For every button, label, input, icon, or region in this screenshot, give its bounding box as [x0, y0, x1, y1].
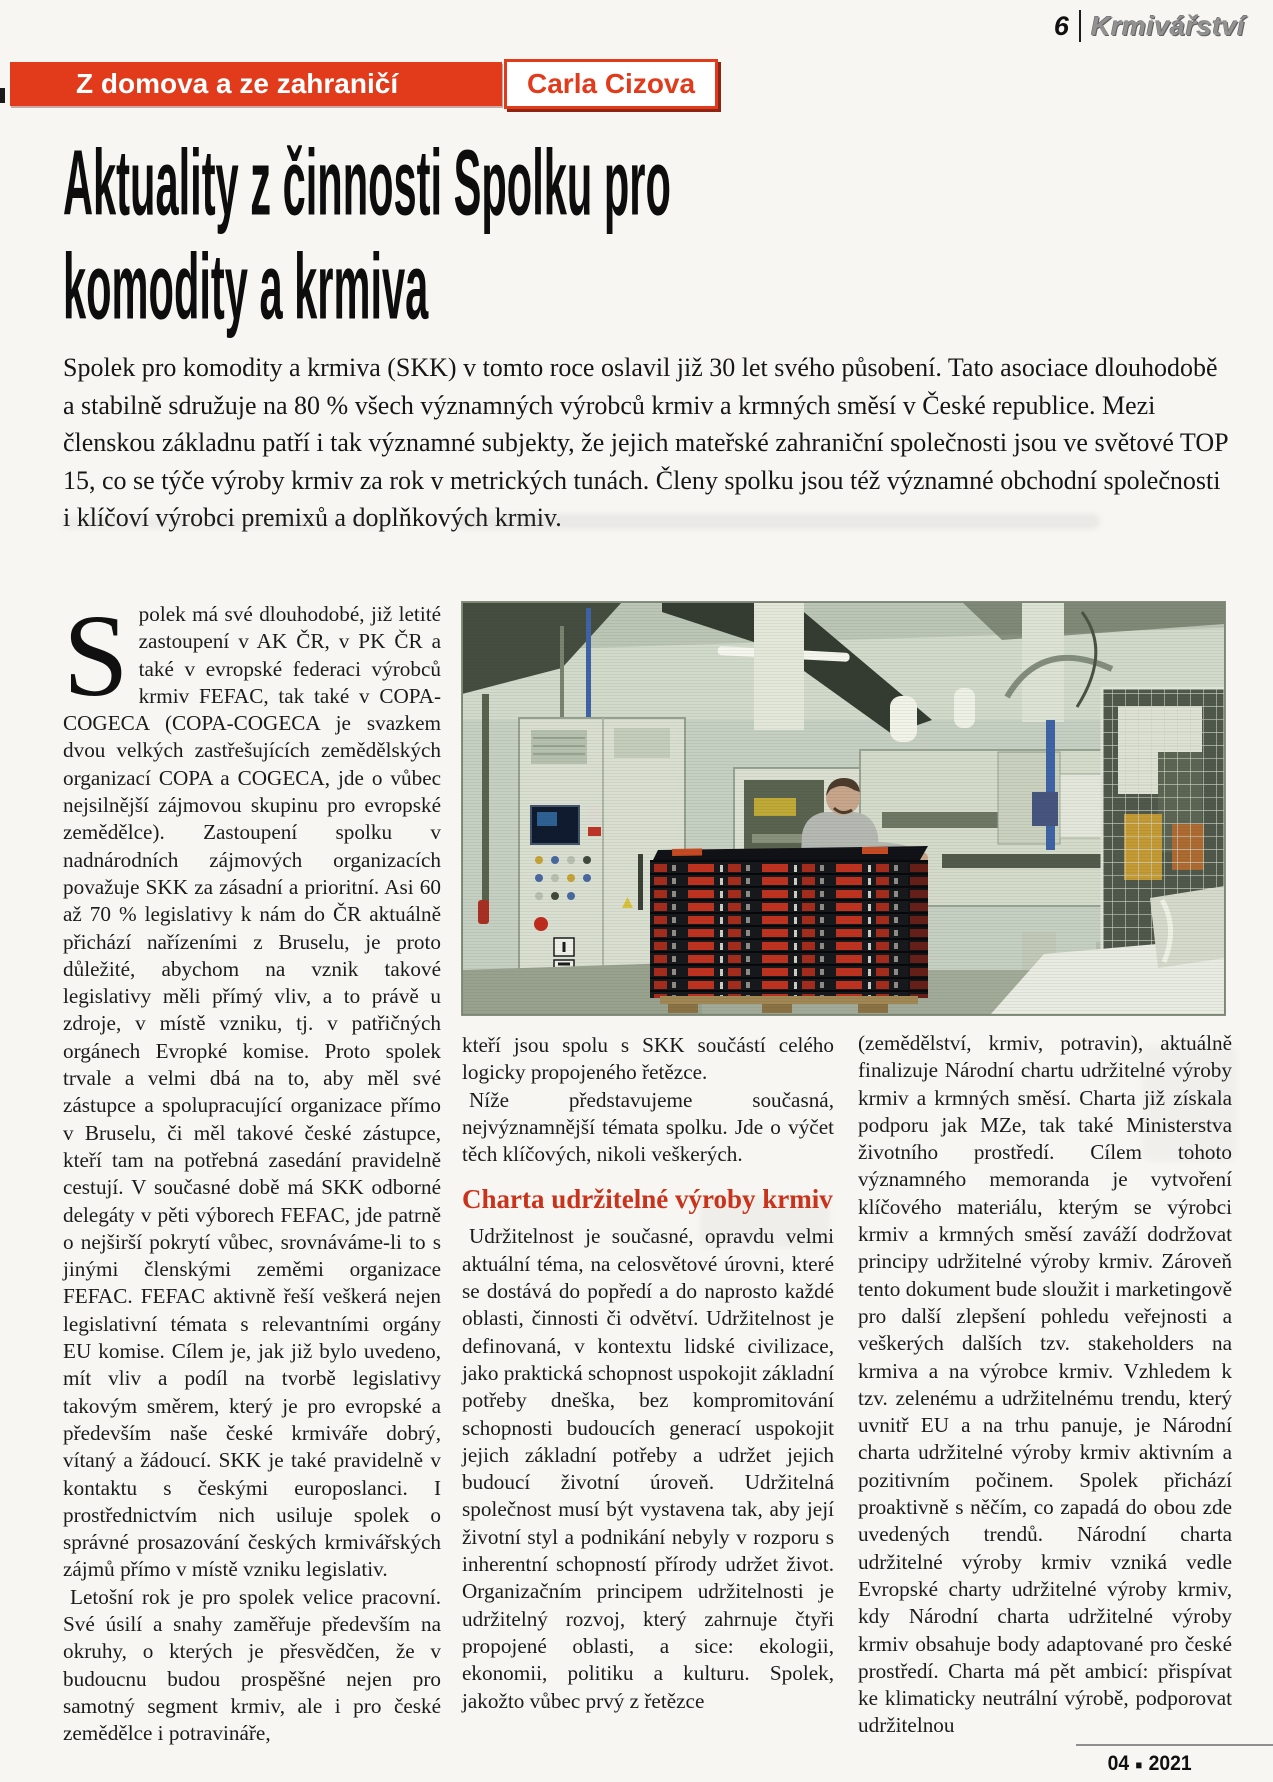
- issue-year: 2021: [1148, 1752, 1192, 1775]
- page-number: 6: [1053, 10, 1069, 41]
- section-heading: Charta udržitelné výroby krmiv: [462, 1184, 833, 1215]
- print-smudge: [62, 517, 392, 529]
- square-separator-icon: ■: [1135, 1758, 1143, 1772]
- body-column-1: [63, 590, 441, 1747]
- magazine-title: Krmivářství: [1090, 10, 1245, 41]
- article-photo-frame: [462, 602, 1225, 1015]
- lead-paragraph: Spolek pro komodity a krmiva (SKK) v tomto roce oslavil již 30 let svého působení. Tato asociace dlouhodobě a stabilně sdružuje na 80 % všech významných výrobců krmiv a krmných směsí v České republice. Mezi členskou základnu patří i tak významné subjekty, že jejich mateřské zahraniční společnosti jsou ve světové TOP 15, co se týče výroby krmiv za rok v metrických tunách. Členy spolku jsou též významné obchodní společnosti i klíčoví výrobci premixů a doplňkových krmiv.: [63, 353, 1228, 532]
- body-paragraph: Níže představujeme současná, nejvýznamnější témata spolku. Jde o výčet těch klíčových, nikoli veškerých.: [462, 1087, 834, 1167]
- article-title-line-1: Aktuality z činnosti Spolku pro: [63, 132, 671, 236]
- header-divider: [1079, 10, 1081, 42]
- body-paragraph: kteří jsou spolu s SKK součástí celého logicky propojeného řetězce.: [462, 1033, 834, 1085]
- page-header: [1054, 10, 1245, 42]
- footer-rule: [1076, 1744, 1273, 1746]
- article-title-line-2: komodity a krmiva: [63, 236, 429, 340]
- print-registration-mark: [0, 88, 5, 103]
- print-smudge: [455, 514, 1100, 529]
- author-byline: Carla Cizova: [504, 59, 718, 109]
- drop-cap: S: [63, 590, 129, 721]
- issue-number: 04: [1107, 1752, 1130, 1775]
- factory-photo: [462, 602, 1225, 1015]
- body-text: polek má své dlouhodobé, již letité zastoupení v AK ČR, v PK ČR a také v evropské federaci výrobců krmiv FEFAC, tak také v COPA-COGECA (COPA-COGECA je svazkem dvou velkých zastřešujících zemědělských organizací COPA a COGECA, jde o vůbec nejsilnější zájmovou skupinu pro evropské zemědělce). Zastoupení spolku v nadnárodních zájmových organizacích považuje SKK za zásadní a prioritní. Asi 60 až 70 % legislativy k nám do ČR aktuálně přichází nařízeními z Bruselu, je proto důležité, abychom na vznik takové legislativy měli přímý vliv, a to právě u zdroje, v místě vzniku, tj. v patřičných orgánech Evropké komise. Proto spolek trvale a velmi dbá na to, aby měl své zástupce a spolupracující organizace přímo v Bruselu, či měl takové české zástupce, kteří tam na potřebná zasedání pravidelně cestují. V současné době má SKK odborné delegáty v pěti výborech FEFAC, jde patrně o nejširší pokrytí vůbec, srovnáváme-li to s jinými členskými zeměmi organizace FEFAC. FEFAC aktivně řeší veškerá nejen legislativní témata s relevantními orgány EU komise. Cílem je, jak již bylo uvedeno, mít vliv a podíl na tvorbě legislativy takovým směrem, který je pro evropské a především naše české krmiváře dobrý, vítaný a žádoucí. SKK je také pravidelně v kontaktu s českými europoslanci. I prostřednictvím nich usiluje spolek o správné prosazování českých krmivářských zájmů přímo v místě vzniku legislativ.: [63, 602, 441, 1582]
- section-banner: Z domova a ze zahraničí: [10, 62, 502, 106]
- body-column-2: [462, 1032, 834, 1715]
- body-paragraph: Letošní rok je pro spolek velice pracovní. Své úsilí a snahy zaměřuje především na okruhy, o kterých je přesvědčen, že v budoucnu budou prospěšné nejen pro samotný segment krmiv, ale i pro české zemědělce i potravináře,: [63, 1584, 441, 1746]
- body-paragraph: Udržitelnost je současné, opravdu velmi aktuální téma, na celosvětové úrovni, které se dostává do popředí a do naprosto každé oblasti, činnosti či odvětví. Udržitelnost je definovaná, v kontextu lidské civilizace, jako praktická schopnost uspokojit základní potřeby dneška, bez kompromitování schopnosti budoucích generací uspokojit jejich základní potřeby a udržet jejich budoucí životní úroveň. Udržitelná společnost musí být vystavena tak, aby její životní styl a podnikání nebyly v rozporu s inherentní schopností přírody udržet život. Organizačním principem udržitelnosti je udržitelný rozvoj, který zahrnuje čtyři propojené oblasti, a sice: ekologii, ekonomii, politiku a kulturu. Spolek, jakožto vůbec prvý z řetězce: [462, 1224, 834, 1713]
- body-paragraph: (zemědělství, krmiv, potravin), aktuálně finalizuje Národní chartu udržitelné výroby krmiv a krmných směsí. Charta již získala podporu jak MZe, tak také Ministerstva životního prostředí. Cílem tohoto významného memoranda je vytvoření klíčového materiálu, kterým se výrobci krmiv a krmných směsí zaváží dodržovat principy udržitelné výroby krmiv. Zároveň tento dokument bude sloužit i marketingově pro další zlepšení pohledu veřejnosti a veškerých dalších tzv. stakeholders na krmiva a na výrobce krmiv. Vzhledem k tzv. zelenému a udržitelnému trendu, který uvnitř EU a na trhu panuje, je Národní charta udržitelné výroby krmiv aktivním a pozitivním počinem. Spolek přichází proaktivně s něčím, co zapadá do obou zde uvedených trendů. Národní charta udržitelné výroby krmiv vzniká vedle Evropské charty udržitelné výroby krmiv, kdy Národní charta udržitelné výroby krmiv obsahuje body adaptované pro české prostředí. Charta má pět ambicí: přispívat ke klimaticky neutrální výrobě, podporovat udržitelnou: [858, 1031, 1232, 1738]
- body-column-3: [858, 1030, 1232, 1740]
- issue-footer: [1076, 1752, 1223, 1776]
- body-paragraph: [63, 590, 441, 1584]
